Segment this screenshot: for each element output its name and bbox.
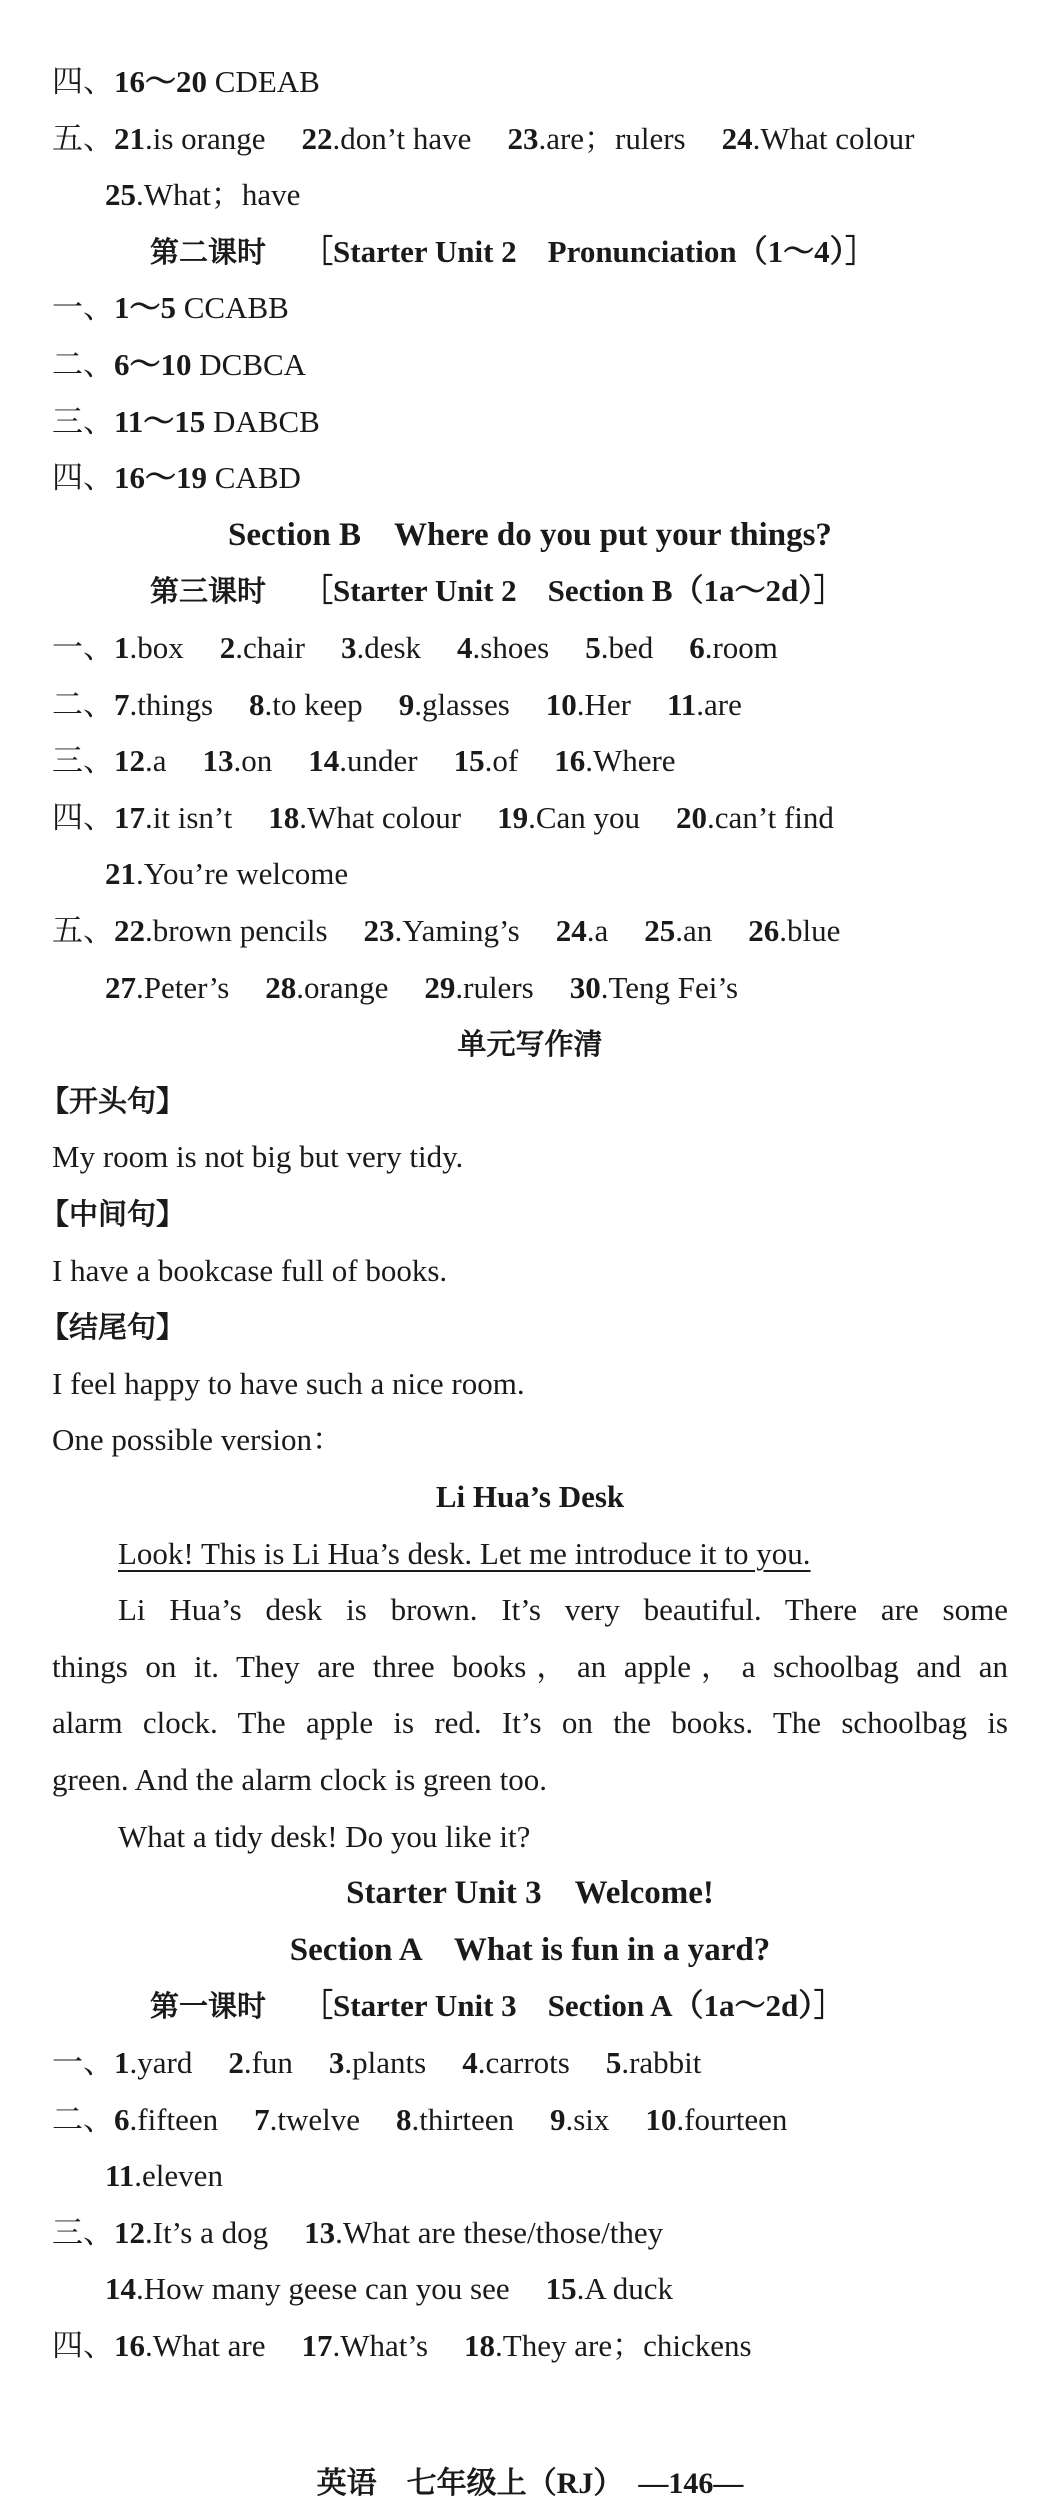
- question-number: 14: [105, 2271, 136, 2307]
- section-title: [0, 507, 1060, 563]
- section-title-text: Starter Unit 3 Welcome!: [346, 1875, 714, 1912]
- question-number: 13: [202, 743, 234, 779]
- sentence-text: I feel happy to have such a nice room.: [52, 1365, 525, 1401]
- answer-text: .twelve: [269, 2101, 361, 2137]
- answer-text: .bed: [600, 630, 654, 665]
- answer-text: .under: [339, 743, 418, 779]
- answer-text: .Teng Fei’s: [600, 969, 739, 1005]
- sentence-text: My room is not big but very tidy.: [52, 1139, 464, 1175]
- question-group-label: 二、: [52, 686, 114, 722]
- essay-line: [0, 1639, 1008, 1695]
- section-title: [0, 1922, 1060, 1978]
- text-line: [0, 1356, 1060, 1412]
- essay-opening-text: Look! This is Li Hua’s desk. Let me introduce it to you.: [118, 1535, 811, 1571]
- answer-text: .of: [484, 743, 519, 779]
- answer-line: [0, 677, 1060, 733]
- answer-text: .How many geese can you see: [136, 2271, 510, 2307]
- answer-text: CABD: [207, 460, 301, 496]
- answer-line: [0, 2148, 1060, 2204]
- question-number: 16～20: [114, 64, 207, 99]
- question-number: 25: [644, 913, 676, 948]
- question-number: 8: [396, 2101, 412, 2137]
- answer-text: .fun: [243, 2045, 293, 2080]
- question-group-label: 四、: [52, 2328, 114, 2363]
- question-number: 5: [605, 2045, 622, 2080]
- answer-text: .blue: [779, 913, 841, 948]
- question-group-label: 四、: [52, 460, 114, 496]
- question-number: 15: [453, 743, 485, 779]
- question-group-label: 三、: [52, 2214, 114, 2250]
- answer-line: [0, 54, 1060, 110]
- question-number: 21: [114, 120, 145, 156]
- question-number: 3: [328, 2045, 345, 2080]
- answer-text: .What are: [145, 2328, 266, 2363]
- question-number: 9: [549, 2101, 566, 2137]
- question-number: 26: [748, 913, 780, 948]
- question-number: 23: [507, 120, 539, 156]
- answer-line: [0, 2261, 1060, 2317]
- sentence-text: I have a bookcase full of books.: [52, 1252, 448, 1288]
- question-number: 28: [265, 969, 297, 1005]
- question-number: 12: [114, 2214, 145, 2250]
- question-group-label: 四、: [52, 799, 114, 835]
- text-line: [0, 1129, 1060, 1185]
- question-number: 6: [689, 630, 705, 665]
- answer-text: .things: [129, 686, 214, 722]
- answer-text: .room: [704, 630, 778, 665]
- answer-text: .Can you: [528, 799, 641, 835]
- question-number: 11～15: [114, 403, 206, 439]
- question-number: 8: [249, 686, 265, 722]
- lesson-heading-unit: ［Starter Unit 3 Section A（1a～2d）］: [302, 1988, 845, 2024]
- lesson-heading-unit: ［Starter Unit 2 Pronunciation（1～4）］: [302, 233, 877, 269]
- essay-title-text: Li Hua’s Desk: [435, 1479, 625, 1514]
- question-number: 22: [114, 913, 145, 948]
- answer-text: .an: [675, 913, 713, 948]
- question-number: 16: [114, 2328, 145, 2363]
- sentence-tag-text: 【开头句】: [40, 1083, 186, 1118]
- answer-line: [0, 394, 1060, 450]
- answer-text: .rabbit: [621, 2045, 702, 2080]
- lesson-heading-cn: 第二课时: [150, 234, 267, 269]
- question-number: 7: [254, 2101, 270, 2137]
- question-number: 11: [105, 2158, 135, 2194]
- answer-line: [0, 2035, 1060, 2091]
- answer-text: .on: [233, 743, 273, 779]
- answer-line: [0, 2318, 1060, 2374]
- question-group-label: 二、: [52, 347, 114, 382]
- answer-text: .is orange: [145, 120, 266, 156]
- sentence-tag: [0, 1186, 1060, 1242]
- lesson-heading-cn: 第三课时: [150, 574, 267, 609]
- answer-line: [0, 280, 1060, 336]
- answer-line: [0, 337, 1060, 393]
- answer-text: .glasses: [414, 686, 510, 722]
- answer-text: DABCB: [205, 403, 320, 439]
- answer-text: .Peter’s: [136, 969, 230, 1005]
- essay-line: [0, 1752, 1008, 1808]
- question-number: 12: [114, 743, 145, 779]
- question-number: 18: [464, 2328, 496, 2363]
- answer-line: [0, 846, 1060, 902]
- answer-line: [0, 450, 1060, 506]
- question-number: 23: [363, 913, 395, 948]
- sentence-tag-text: 【中间句】: [40, 1197, 186, 1231]
- question-group-label: 三、: [52, 743, 114, 779]
- question-number: 10: [645, 2101, 677, 2137]
- answer-text: .What colour: [752, 120, 915, 156]
- essay-text: What a tidy desk! Do you like it?: [118, 1818, 531, 1854]
- question-number: 24: [555, 913, 587, 948]
- essay-line: [0, 1695, 1008, 1751]
- question-number: 1～5: [114, 290, 176, 326]
- answer-text: .Where: [585, 743, 676, 779]
- answer-text: .chair: [235, 630, 305, 665]
- answer-text: .fourteen: [676, 2101, 788, 2137]
- answer-line: [0, 960, 1060, 1016]
- answer-text: .What；have: [136, 177, 301, 213]
- text-line: [0, 1412, 1060, 1468]
- answer-text: .shoes: [472, 630, 550, 665]
- answer-text: CDEAB: [207, 64, 320, 99]
- answer-text: .can’t find: [707, 799, 834, 835]
- answer-line: [0, 2205, 1060, 2261]
- sentence-text: One possible version：: [52, 1422, 344, 1458]
- page-footer: 英语 七年级上（RJ） —146—: [316, 2467, 744, 2500]
- question-number: 22: [301, 120, 333, 156]
- question-number: 19: [497, 799, 529, 835]
- answer-text: .six: [565, 2101, 610, 2137]
- question-number: 4: [457, 630, 473, 665]
- lesson-heading: [0, 563, 1060, 619]
- lesson-heading-unit: ［Starter Unit 2 Section B（1a～2d）］: [302, 573, 845, 609]
- section-title: [0, 1865, 1060, 1921]
- answer-line: [0, 903, 1060, 959]
- question-number: 10: [545, 686, 577, 722]
- answer-line: [0, 733, 1060, 789]
- question-number: 4: [462, 2045, 478, 2080]
- question-number: 21: [105, 856, 136, 892]
- answer-line: [0, 790, 1060, 846]
- question-number: 17: [114, 799, 145, 835]
- question-group-label: 三、: [52, 403, 114, 439]
- lesson-heading: [0, 224, 1060, 280]
- question-group-label: 一、: [52, 2045, 114, 2080]
- question-number: 7: [114, 686, 130, 722]
- answer-text: .A duck: [576, 2271, 674, 2307]
- question-number: 6: [114, 2101, 130, 2137]
- writing-heading-text: 单元写作清: [457, 1027, 603, 1062]
- answer-text: .it isn’t: [145, 799, 233, 835]
- answer-text: .It’s a dog: [145, 2214, 269, 2250]
- question-number: 3: [340, 630, 357, 665]
- answer-text: .rulers: [455, 969, 534, 1005]
- answer-text: .What’s: [332, 2328, 429, 2363]
- question-number: 18: [268, 799, 300, 835]
- answer-text: .Yaming’s: [394, 913, 520, 948]
- answer-text: .You’re welcome: [136, 856, 349, 892]
- answer-text: CCABB: [176, 290, 289, 326]
- question-number: 1: [114, 2045, 130, 2080]
- question-number: 13: [304, 2214, 336, 2250]
- answer-text: DCBCA: [191, 347, 307, 382]
- answer-text: .thirteen: [411, 2101, 514, 2137]
- answer-text: .orange: [296, 969, 389, 1005]
- essay-text: green. And the alarm clock is green too.: [52, 1762, 547, 1797]
- question-number: 6～10: [114, 347, 192, 382]
- question-group-label: 一、: [52, 630, 114, 665]
- question-number: 29: [424, 969, 456, 1005]
- essay-opening: [0, 1526, 1060, 1582]
- question-group-label: 二、: [52, 2101, 114, 2137]
- answer-text: .They are；chickens: [495, 2328, 752, 2363]
- question-number: 5: [585, 630, 601, 665]
- essay-text: Li Hua’s desk is brown. It’s very beautiful. There are some: [118, 1592, 1008, 1628]
- question-number: 1: [114, 630, 130, 665]
- answer-text: .What are these/those/they: [335, 2214, 664, 2250]
- answer-text: .Her: [576, 686, 631, 722]
- question-group-label: 四、: [52, 64, 114, 99]
- essay-text: alarm clock. The apple is red. It’s on the books. The schoolbag is: [52, 1705, 1008, 1741]
- essay-title: [0, 1469, 1060, 1525]
- question-group-label: 五、: [52, 913, 114, 948]
- answer-text: .desk: [356, 630, 422, 665]
- answer-text: .eleven: [134, 2158, 223, 2194]
- essay-text: things on it. They are three books，an apple，a schoolbag and an: [52, 1648, 1008, 1684]
- answer-text: .yard: [129, 2045, 193, 2080]
- answer-text: .a: [586, 913, 609, 948]
- answer-text: .to keep: [264, 686, 363, 722]
- question-number: 9: [398, 686, 415, 722]
- question-number: 16: [554, 743, 586, 779]
- answer-text: .are；rulers: [538, 120, 686, 156]
- question-number: 14: [308, 743, 340, 779]
- answer-line: [0, 620, 1060, 676]
- answer-text: .carrots: [477, 2045, 570, 2080]
- question-number: 15: [545, 2271, 577, 2307]
- question-number: 16～19: [114, 460, 207, 496]
- question-number: 20: [676, 799, 708, 835]
- question-number: 2: [219, 630, 236, 665]
- question-number: 30: [569, 969, 601, 1005]
- sentence-tag: [0, 1073, 1060, 1129]
- answer-line: [0, 111, 1060, 167]
- essay-line: [0, 1809, 1008, 1865]
- essay-line: [0, 1582, 1008, 1638]
- section-title-text: Section B Where do you put your things?: [228, 516, 832, 553]
- question-group-label: 五、: [52, 120, 114, 156]
- lesson-heading: [0, 1978, 1060, 2034]
- sentence-tag: [0, 1299, 1060, 1355]
- question-number: 25: [105, 177, 136, 213]
- question-number: 27: [105, 969, 136, 1005]
- question-number: 2: [228, 2045, 244, 2080]
- question-group-label: 一、: [52, 290, 114, 326]
- answer-text: .plants: [344, 2045, 427, 2080]
- section-title-text: Section A What is fun in a yard?: [289, 1931, 771, 1968]
- answer-text: .brown pencils: [145, 913, 328, 948]
- question-number: 11: [667, 686, 697, 722]
- answer-text: .box: [129, 630, 184, 665]
- lesson-heading-cn: 第一课时: [150, 1989, 267, 2024]
- sentence-tag-text: 【结尾句】: [40, 1310, 186, 1345]
- answer-text: .don’t have: [332, 120, 472, 156]
- answer-text: .fifteen: [129, 2101, 219, 2137]
- answer-line: [0, 2092, 1060, 2148]
- text-line: [0, 1243, 1060, 1299]
- answer-text: .are: [696, 686, 742, 722]
- answer-text: .a: [145, 743, 167, 779]
- answer-line: [0, 167, 1060, 223]
- question-number: 24: [721, 120, 753, 156]
- writing-heading: [0, 1016, 1060, 1072]
- answer-text: .What colour: [299, 799, 462, 835]
- question-number: 17: [301, 2328, 333, 2363]
